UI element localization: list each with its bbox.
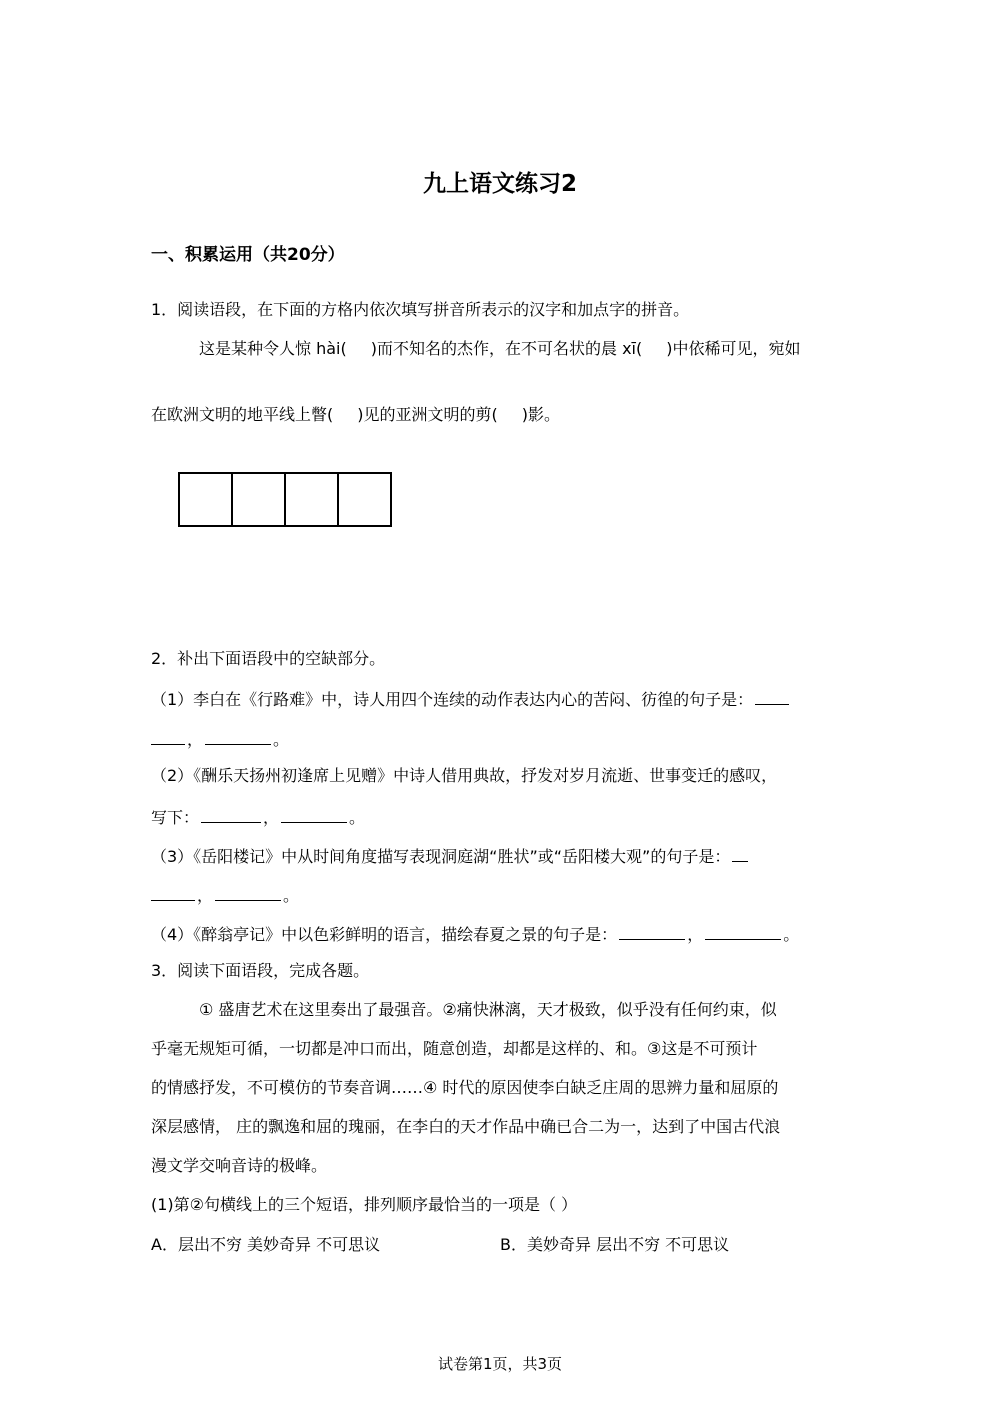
answer-cell[interactable]: [337, 472, 392, 527]
fill-blank[interactable]: [619, 925, 685, 940]
q2-item-1-cont: [151, 730, 289, 748]
q2-item-1: [151, 690, 791, 708]
page-footer: 试卷第1页，共3页: [437, 1355, 563, 1373]
q2-item-text: （1）李白在《行路难》中，诗人用四个连续的动作表达内心的苦闷、彷徨的句子是：: [151, 690, 754, 709]
q1-text: )见的亚洲文明的剪(: [357, 405, 498, 424]
fill-blank[interactable]: [732, 847, 748, 862]
section-heading: 一、积累运用（共20分）: [151, 245, 345, 265]
answer-cell[interactable]: [284, 472, 339, 527]
separator: 。: [349, 808, 366, 827]
q2-item-3: [151, 847, 750, 865]
q1-passage-line-2: [151, 407, 560, 423]
answer-cell[interactable]: [231, 472, 286, 527]
q3-passage-line: 漫文学交响音诗的极峰。: [151, 1156, 328, 1175]
q3-passage-line: ① 盛唐艺术在这里奏出了最强音。②痛快淋漓，天才极致，似乎没有任何约束，似: [199, 1000, 777, 1019]
q3-passage-line: 深层感情， 庄的飘逸和屈的瑰丽，在李白的天才作品中确已合二为一，达到了中国古代浪: [151, 1117, 781, 1136]
q3-passage-line: 乎毫无规矩可循，一切都是冲口而出，随意创造，却都是这样的、和。③这是不可预计: [151, 1039, 758, 1058]
q2-item-2: （2）《酬乐天扬州初逢席上见赠》中诗人借用典故，抒发对岁月流逝、世事变迁的感叹，: [151, 766, 778, 785]
fill-blank[interactable]: [201, 808, 261, 823]
q1-passage-line-1: [199, 341, 800, 357]
page-title: 九上语文练习2: [422, 171, 577, 197]
option-b[interactable]: B．美妙奇异 层出不穷 不可思议: [500, 1235, 730, 1254]
separator: 。: [783, 925, 800, 944]
answer-grid: [178, 472, 392, 527]
q2-item-text: （4）《醉翁亭记》中以色彩鲜明的语言，描绘春夏之景的句子是：: [151, 925, 618, 944]
separator: 。: [283, 886, 300, 905]
separator: ，: [263, 808, 280, 827]
fill-blank[interactable]: [281, 808, 347, 823]
fill-blank[interactable]: [205, 730, 271, 745]
q1-stem: 1．阅读语段，在下面的方格内依次填写拼音所表示的汉字和加点字的拼音。: [151, 300, 690, 319]
fill-blank[interactable]: [215, 886, 281, 901]
q3-sub-question: (1)第②句横线上的三个短语，排列顺序最恰当的一项是（ ）: [151, 1195, 578, 1214]
q1-text: 在欧洲文明的地平线上瞥(: [151, 405, 334, 424]
q2-item-text: 写下：: [151, 808, 200, 827]
answer-cell[interactable]: [178, 472, 233, 527]
separator: ，: [197, 886, 214, 905]
q2-item-text: （3）《岳阳楼记》中从时间角度描写表现洞庭湖“胜状”或“岳阳楼大观”的句子是：: [151, 847, 731, 866]
q3-passage-line: 的情感抒发，不可模仿的节奏音调……④ 时代的原因使李白缺乏庄周的思辨力量和屈原的: [151, 1078, 779, 1097]
q1-text: )而不知名的杰作，在不可名状的晨 xī(: [370, 339, 643, 358]
fill-blank[interactable]: [705, 925, 781, 940]
q3-stem: 3．阅读下面语段，完成各题。: [151, 961, 370, 980]
q1-text: 这是某种令人惊 hài(: [199, 339, 347, 358]
q2-item-2-cont: [151, 808, 365, 826]
q2-stem: 2．补出下面语段中的空缺部分。: [151, 649, 386, 668]
option-a[interactable]: A．层出不穷 美妙奇异 不可思议: [151, 1235, 381, 1254]
q1-text: )影。: [521, 405, 560, 424]
fill-blank[interactable]: [151, 886, 195, 901]
fill-blank[interactable]: [755, 690, 789, 705]
q1-text: )中依稀可见，宛如: [666, 339, 801, 358]
fill-blank[interactable]: [151, 730, 185, 745]
separator: ，: [687, 925, 704, 944]
q2-item-4: [151, 925, 799, 943]
separator: ，: [187, 730, 204, 749]
q2-item-3-cont: [151, 886, 299, 904]
separator: 。: [273, 730, 290, 749]
